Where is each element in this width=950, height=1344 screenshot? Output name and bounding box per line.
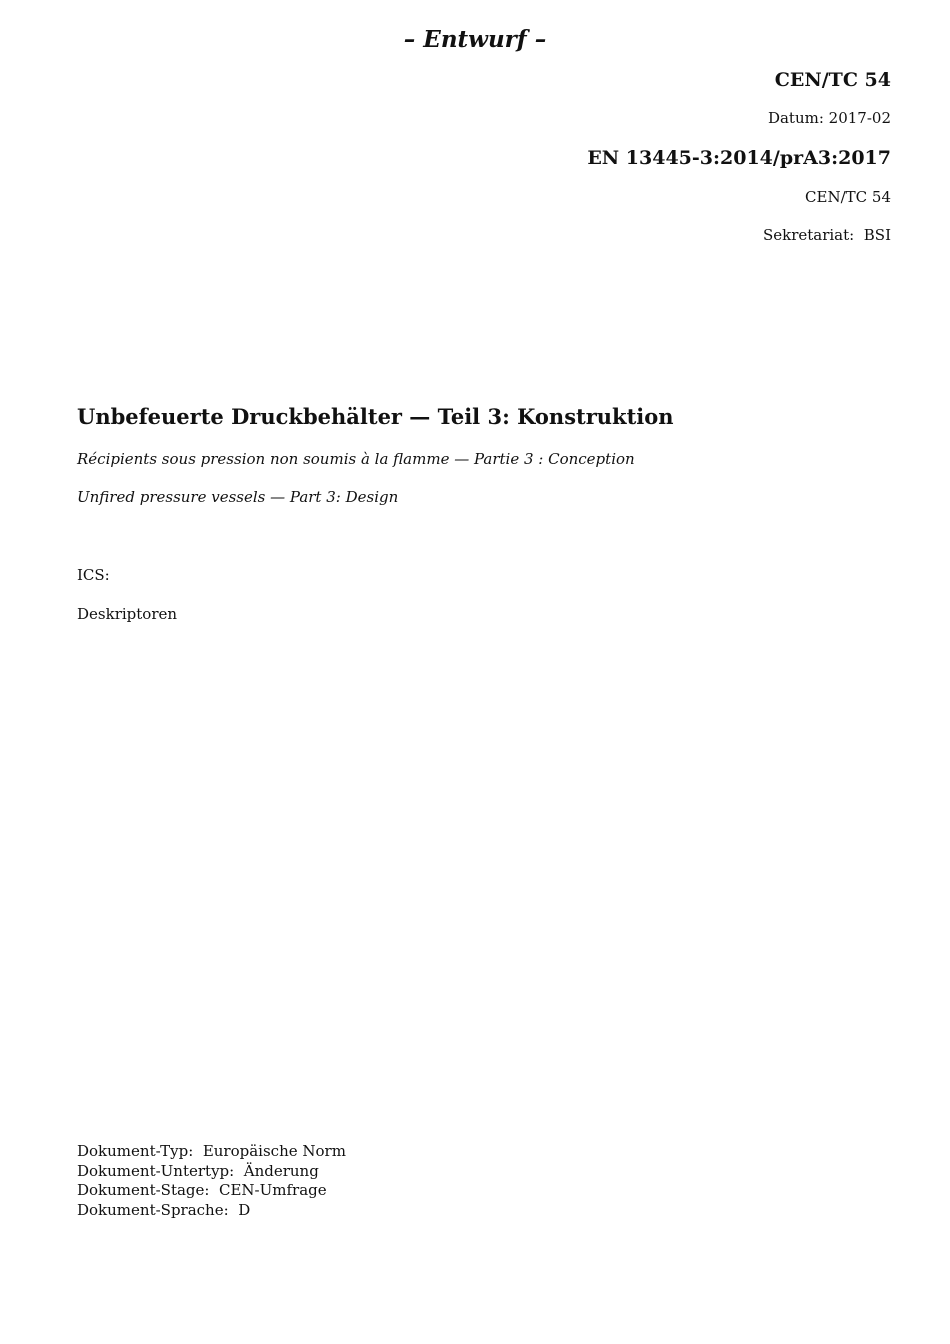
title-german: Unbefeuerte Druckbehälter — Teil 3: Konstruktion — [77, 404, 674, 429]
title-english: Unfired pressure vessels — Part 3: Design — [77, 488, 399, 506]
draft-banner: – Entwurf – — [403, 26, 547, 53]
secretariat-label: Sekretariat: — [762, 226, 855, 244]
ics-label: ICS: — [77, 566, 110, 584]
document-meta — [77, 1142, 346, 1221]
descriptors-label: Deskriptoren — [77, 605, 178, 623]
meta-value: D — [238, 1201, 251, 1220]
meta-document-type — [77, 1142, 346, 1162]
secretariat-value: BSI — [863, 226, 891, 244]
committee-heading: CEN/TC 54 — [774, 69, 891, 91]
meta-value: CEN-Umfrage — [219, 1181, 327, 1200]
title-french: Récipients sous pression non soumis à la flamme — Partie 3 : Conception — [77, 450, 635, 468]
meta-value: Europäische Norm — [202, 1142, 346, 1160]
meta-document-subtype — [77, 1162, 346, 1182]
meta-document-stage — [77, 1181, 346, 1201]
meta-label: Dokument-Sprache: — [77, 1201, 229, 1220]
document-date: Datum: 2017-02 — [767, 109, 891, 127]
meta-label: Dokument-Stage: — [77, 1181, 210, 1200]
meta-label: Dokument-Untertyp: — [77, 1161, 235, 1180]
secretariat-line — [763, 226, 891, 244]
meta-document-language — [77, 1201, 346, 1221]
meta-label: Dokument-Typ: — [77, 1142, 194, 1160]
standard-number: EN 13445-3:2014/prA3:2017 — [587, 147, 891, 169]
committee-label: CEN/TC 54 — [805, 188, 891, 206]
meta-value: Änderung — [243, 1161, 319, 1180]
